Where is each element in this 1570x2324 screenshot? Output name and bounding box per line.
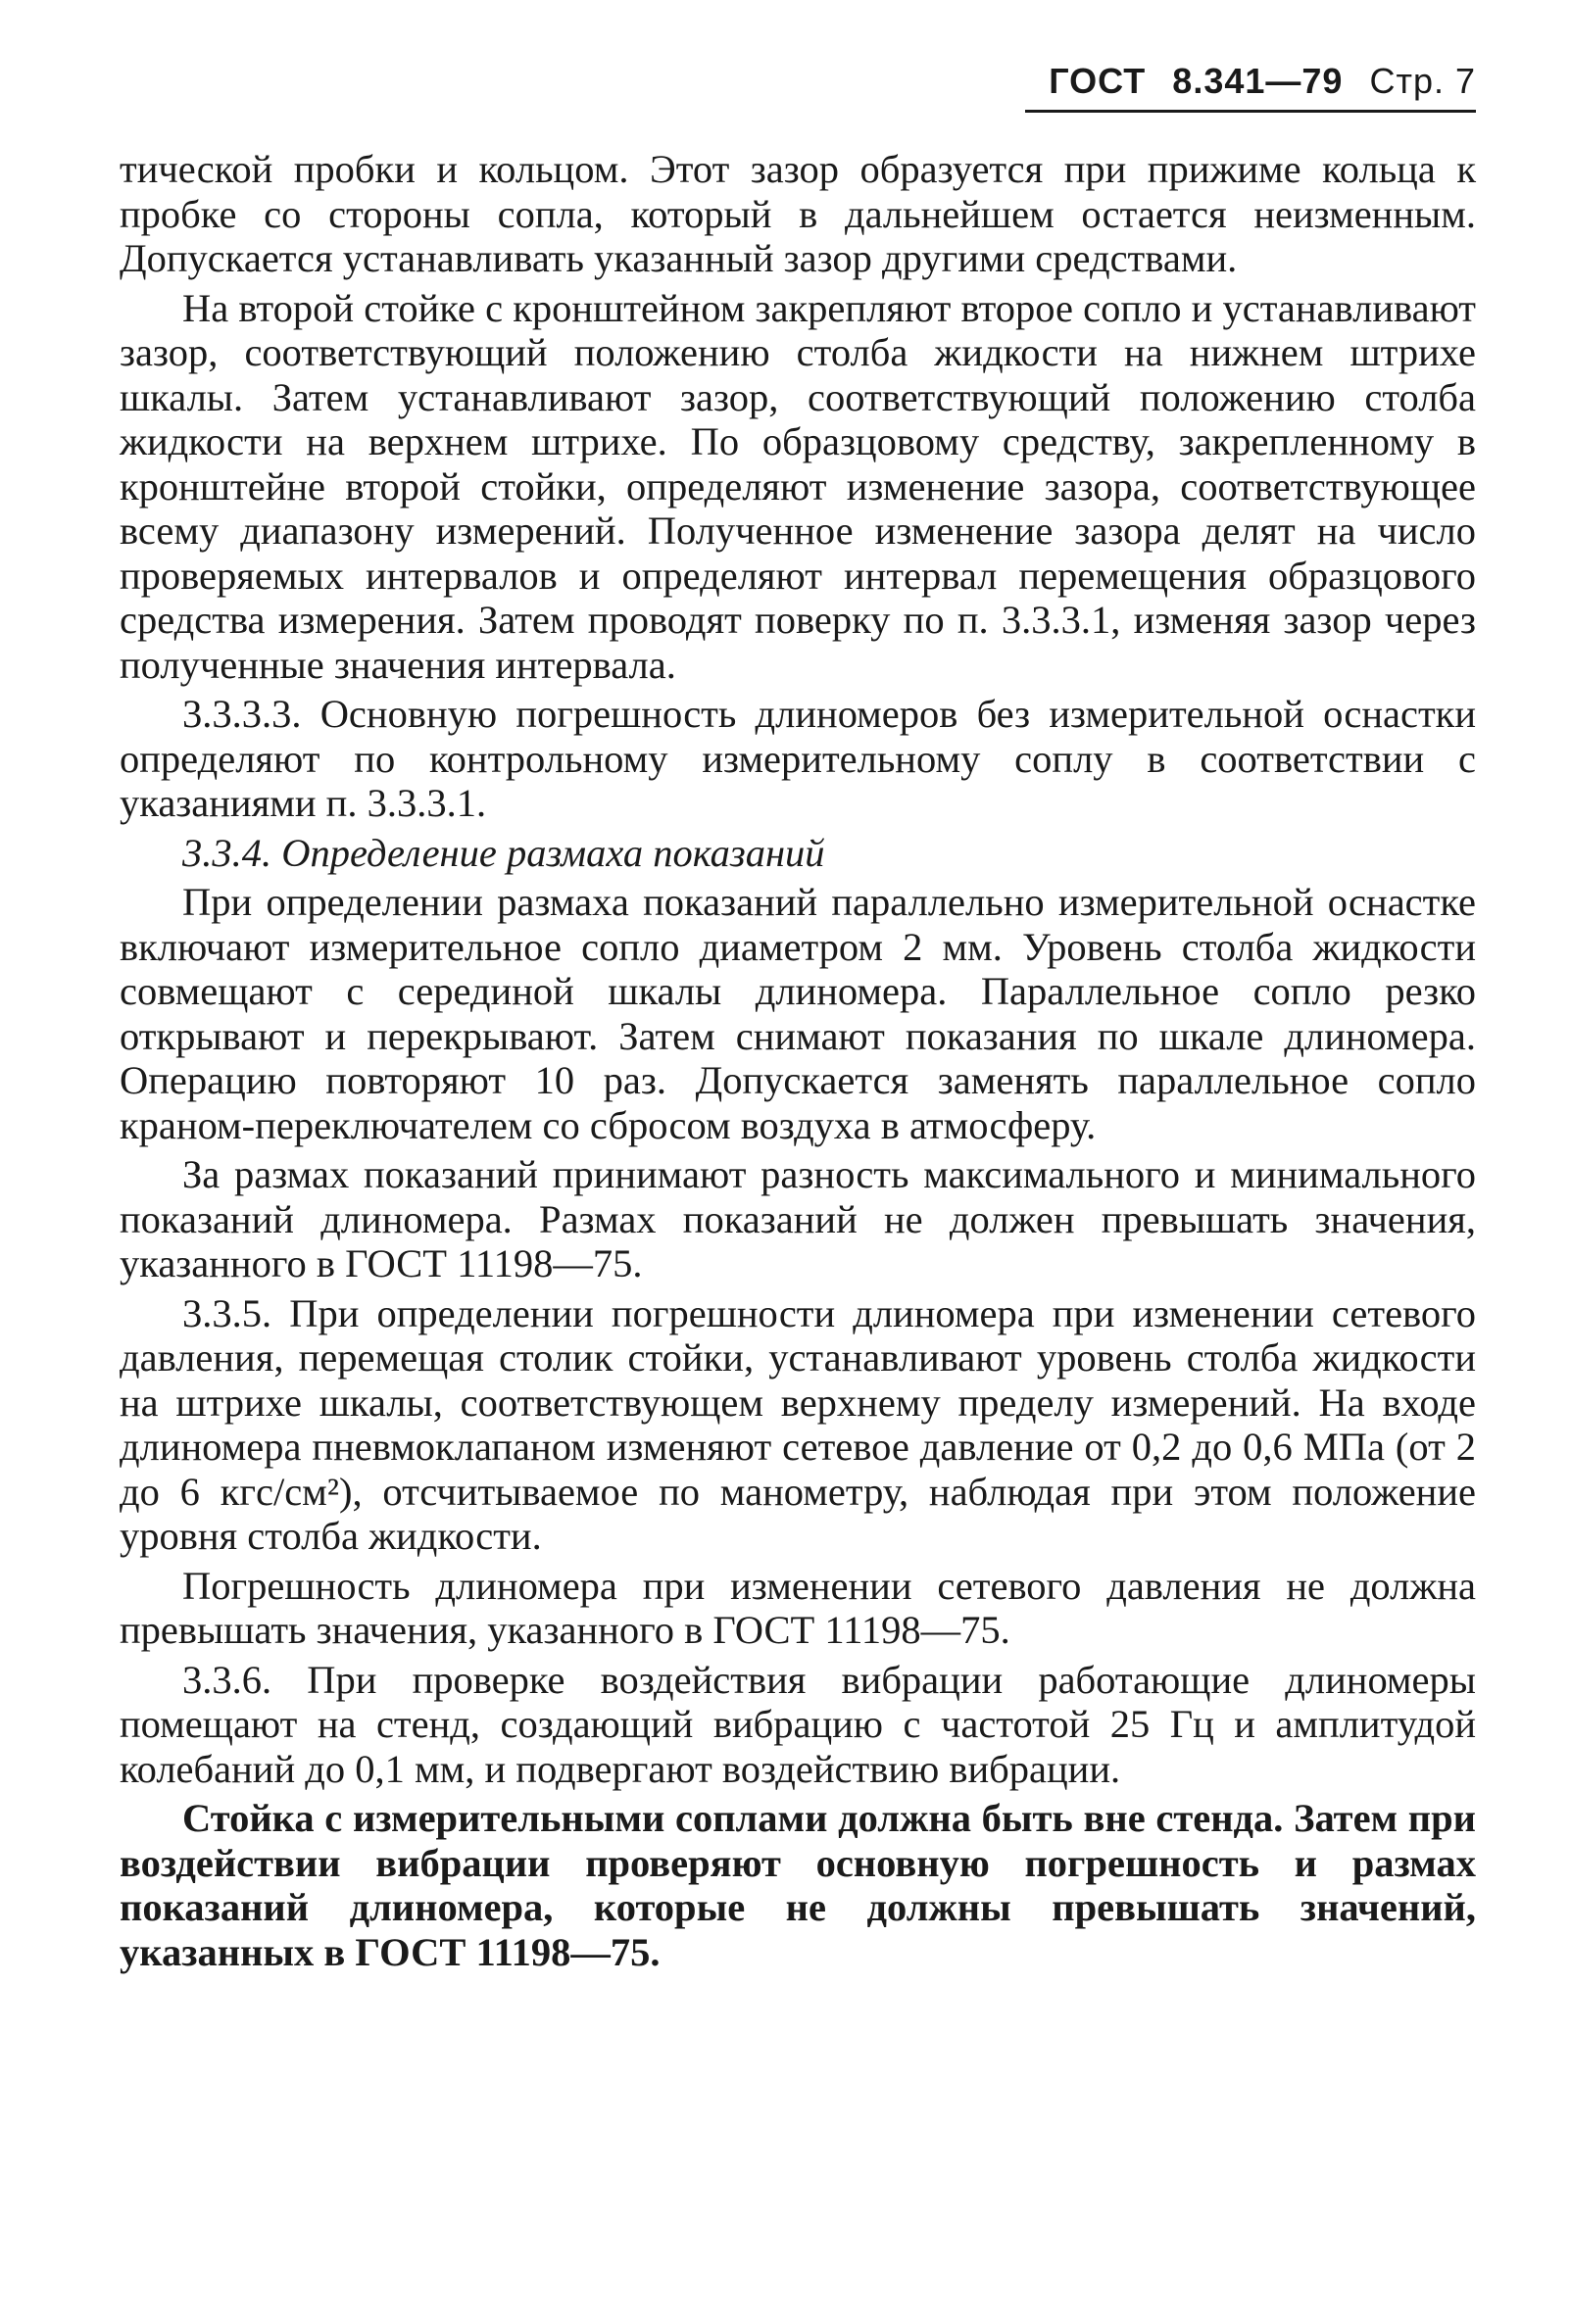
paragraph-3-3-5: 3.3.5. При определении погрешности длиномера при изменении сетевого давления, перемещая столик стойки, устанавливают уровень столба жидкости на штрихе шкалы, соответствующем верхнему пределу измерений. На входе длиномера пневмоклапаном изменяют сетевое давление от 0,2 до 0,6 МПа (от 2 до 6 кгс/см²), отсчитываемое по манометру, наблюдая при этом положение уровня столба жидкости. — [120, 1290, 1476, 1558]
paragraph-range-definition: За размах показаний принимают разность максимального и минимального показаний длиномера. Размах показаний не должен превышать значения, указанного в ГОСТ 11198—75. — [120, 1152, 1476, 1285]
paragraph-3-3-3-3: 3.3.3.3. Основную погрешность длиномеров без измерительной оснастки определяют по контрольному измерительному соплу в соответствии с указаниями п. 3.3.3.1. — [120, 692, 1476, 825]
header-standard: ГОСТ — [1049, 61, 1147, 101]
header-page-number: Стр. 7 — [1369, 61, 1476, 101]
paragraph-vibration-check: Стойка с измерительными соплами должна быть вне стенда. Затем при воздействии вибрации проверяют основную погрешность и размах показаний длиномера, которые не должны превышать значений, указанных в ГОСТ 11198—75. — [120, 1796, 1476, 1974]
paragraph-pressure-error: Погрешность длиномера при изменении сетевого давления не должна превышать значения, указанного в ГОСТ 11198—75. — [120, 1563, 1476, 1652]
paragraph-3-3-6: 3.3.6. При проверке воздействия вибрации работающие длиномеры помещают на стенд, создающий вибрацию с частотой 25 Гц и амплитудой колебаний до 0,1 мм, и подвергают воздействию вибрации. — [120, 1657, 1476, 1791]
page-header — [1049, 61, 1476, 102]
paragraph-second-stand: На второй стойке с кронштейном закрепляют второе сопло и устанавливают зазор, соответствующий положению столба жидкости на нижнем штрихе шкалы. Затем устанавливают зазор, соответствующий положению столба жидкости на верхнем штрихе. По образцовому средству, закрепленному в кронштейне второй стойки, определяют изменение зазора, соответствующее всему диапазону измерений. Полученное изменение зазора делят на число проверяемых интервалов и определяют интервал перемещения образцового средства измерения. Затем проводят поверку по п. 3.3.3.1, изменяя зазор через полученные значения интервала. — [120, 285, 1476, 687]
section-heading-3-3-4: 3.3.4. Определение размаха показаний — [182, 830, 825, 875]
paragraph-continuation: тической пробки и кольцом. Этот зазор образуется при прижиме кольца к пробке со стороны сопла, который в дальнейшем остается неизменным. Допускается устанавливать указанный зазор другими средствами. — [120, 147, 1476, 280]
document-body — [120, 147, 1476, 1979]
header-standard-number: 8.341—79 — [1172, 61, 1344, 101]
header-rule — [1025, 110, 1476, 113]
paragraph-range-procedure: При определении размаха показаний параллельно измерительной оснастке включают измерительное сопло диаметром 2 мм. Уровень столба жидкости совмещают с серединой шкалы длиномера. Параллельное сопло резко открывают и перекрывают. Затем снимают показания по шкале длиномера. Операцию повторяют 10 раз. Допускается заменять параллельное сопло краном-переключателем со сбросом воздуха в атмосферу. — [120, 880, 1476, 1147]
